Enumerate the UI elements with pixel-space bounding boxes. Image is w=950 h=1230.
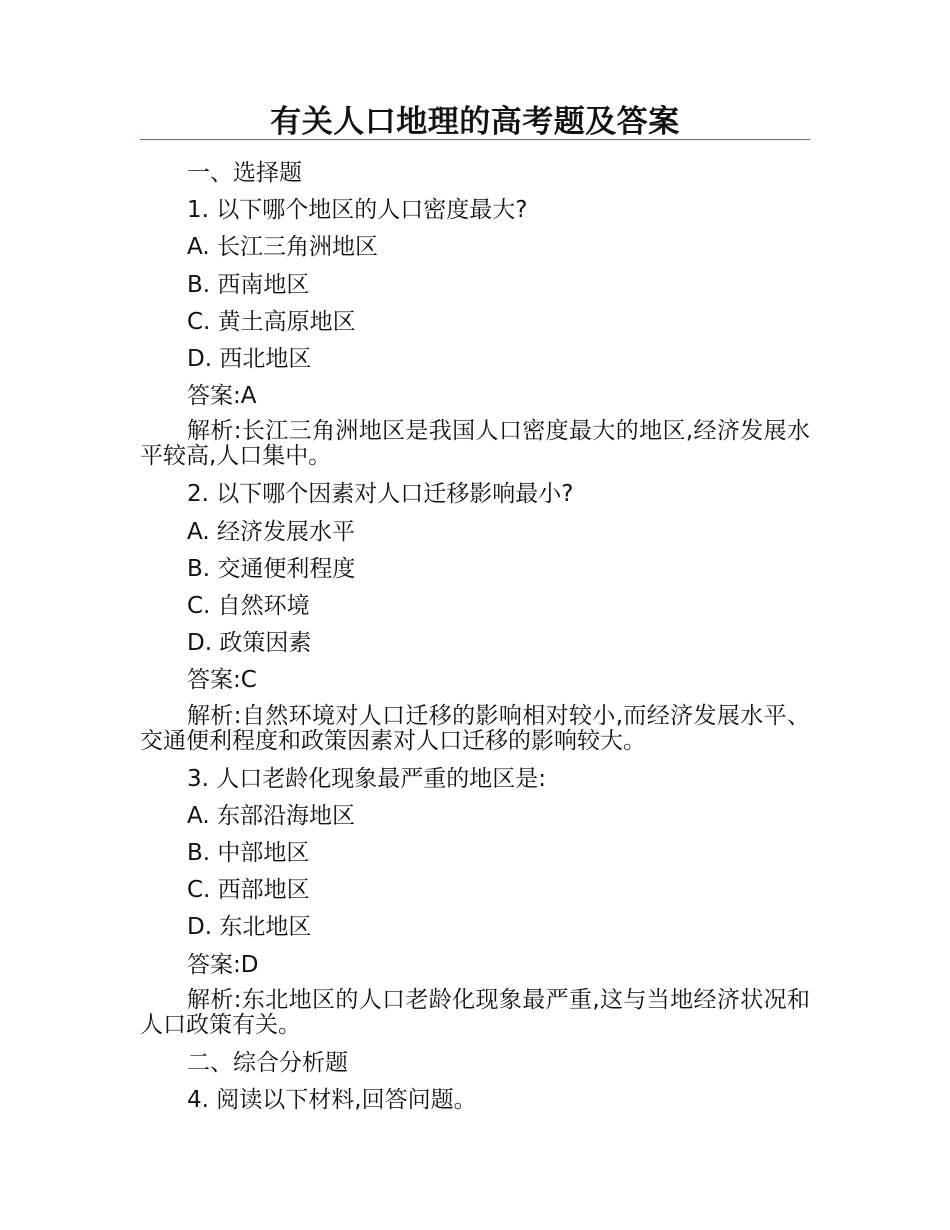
option-a: A. 长江三角洲地区 [187, 234, 378, 261]
explanation-text: 解析:长江三角洲地区是我国人口密度最大的地区,经济发展水平较高,人口集中。 [140, 418, 810, 470]
option-c: C. 西部地区 [187, 877, 310, 904]
answer-text: 答案:C [187, 667, 257, 694]
question-stem: 3. 人口老龄化现象最严重的地区是: [187, 765, 547, 792]
option-d: D. 西北地区 [187, 346, 312, 373]
option-a: A. 经济发展水平 [187, 518, 355, 545]
title-underline [140, 139, 810, 140]
answer-text: 答案:A [187, 383, 257, 410]
option-b: B. 交通便利程度 [187, 555, 356, 582]
document-body [140, 155, 810, 1119]
question-block [140, 761, 810, 1045]
option-c: C. 黄土高原地区 [187, 308, 356, 335]
question-stem: 1. 以下哪个地区的人口密度最大? [187, 197, 528, 224]
question-block [140, 192, 810, 476]
explanation-text: 解析:东北地区的人口老龄化现象最严重,这与当地经济状况和人口政策有关。 [140, 986, 810, 1038]
answer-text: 答案:D [187, 951, 259, 978]
question-stem: 2. 以下哪个因素对人口迁移影响最小? [187, 481, 574, 508]
option-c: C. 自然环境 [187, 593, 310, 620]
option-d: D. 东北地区 [187, 914, 312, 941]
section-heading-choice: 一、选择题 [187, 160, 302, 186]
option-a: A. 东部沿海地区 [187, 802, 355, 829]
section-heading-analysis: 二、综合分析题 [187, 1049, 348, 1076]
option-b: B. 西南地区 [187, 271, 310, 298]
explanation-text: 解析:自然环境对人口迁移的影响相对较小,而经济发展水平、交通便利程度和政策因素对人口迁移的影响较大。 [140, 702, 810, 754]
option-d: D. 政策因素 [187, 630, 312, 657]
option-b: B. 中部地区 [187, 840, 310, 867]
question-block [140, 476, 810, 760]
question-stem: 4. 阅读以下材料,回答问题。 [187, 1087, 477, 1114]
document-title: 有关人口地理的高考题及答案 [270, 104, 680, 140]
